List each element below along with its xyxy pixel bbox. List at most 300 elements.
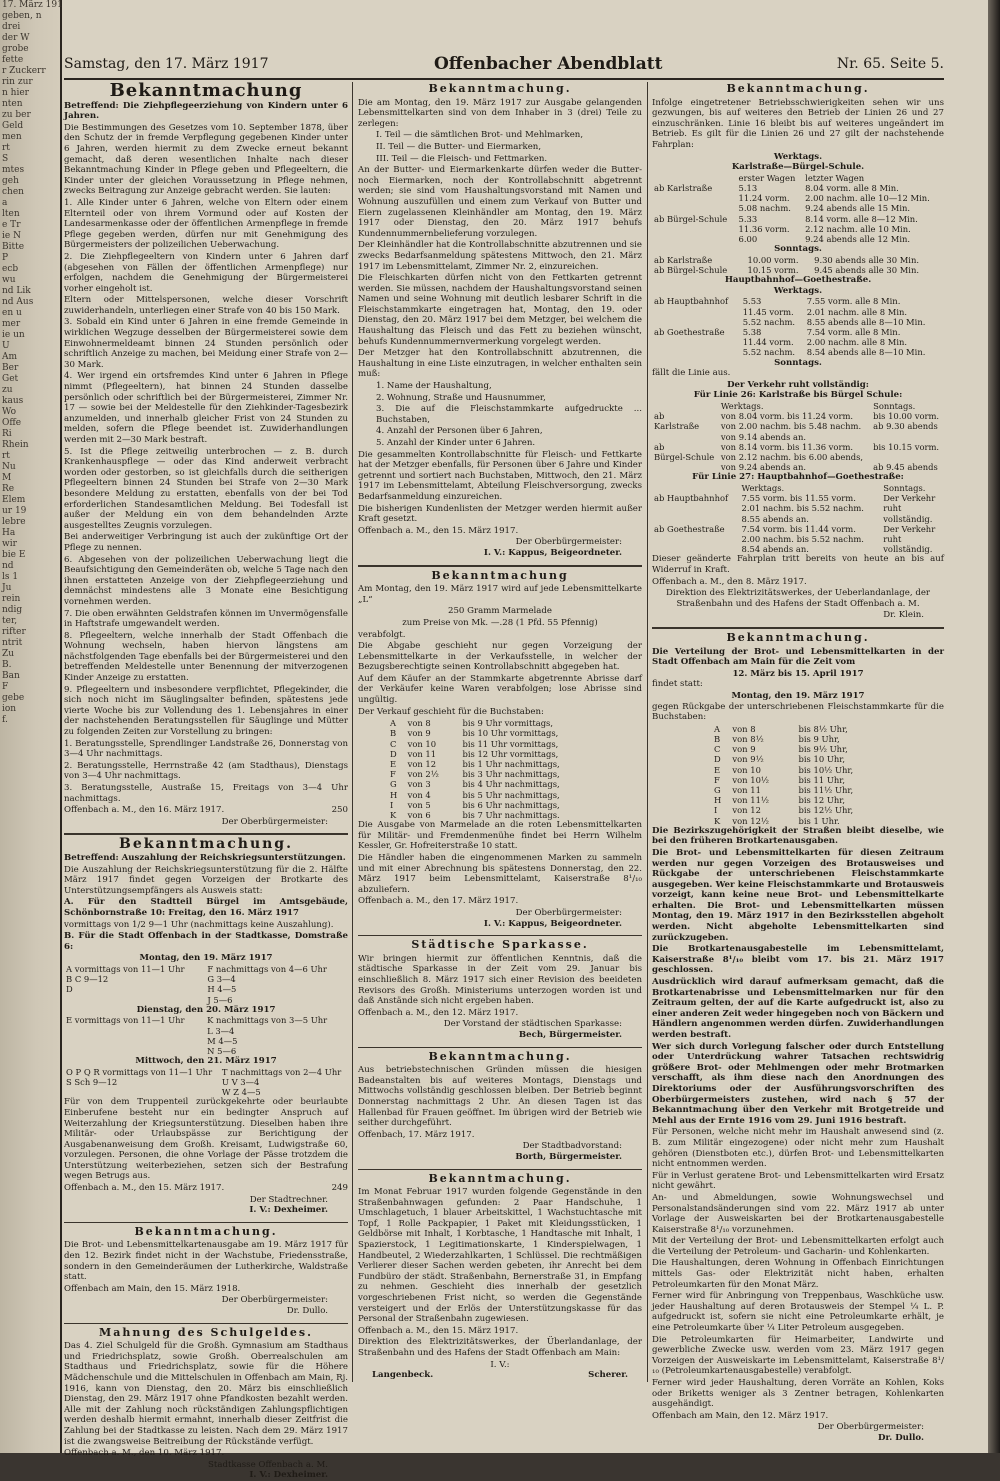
table-cell: 9.24 abends alle 12 Min.	[805, 233, 911, 244]
table-cell: 5.13	[738, 182, 758, 193]
timetable-row	[652, 183, 944, 193]
notice-title: Städtische Sparkasse.	[411, 938, 589, 952]
binding-text-fragment: mtes	[2, 165, 25, 175]
column-rule	[647, 82, 648, 1382]
payment-row	[64, 984, 348, 994]
section-heading: Werktags.	[773, 285, 823, 296]
table-cell: D	[714, 754, 721, 765]
notice-text: Wir bringen hiermit zur öffentlichen Kenntnis, daß die städtische Sparkasse in der Zeit vom 29. Januar bis einschließlich 8. März 1917 sich einer Revision des beeideten Revisors des Großh. Ministeriums unterzogen worden ist und daß Anstände sich nicht ergeben haben.	[358, 953, 642, 1007]
section-heading: Karlstraße—Bürgel-Schule.	[731, 162, 865, 173]
table-cell: ab Goethestraße	[654, 326, 725, 337]
table-cell: ab 9.45 abends	[873, 462, 938, 473]
table-cell	[652, 317, 741, 327]
table-cell: ab Karlstraße	[654, 182, 713, 193]
binding-text-fragment: ie un	[2, 330, 25, 340]
table-cell	[652, 432, 719, 442]
binding-text-fragment: nd	[2, 561, 14, 571]
timetable-row	[652, 317, 944, 327]
table-cell: S Sch 9—12	[66, 1076, 118, 1087]
table-cell: H 4—5	[207, 984, 237, 995]
notice-item: Eltern oder Mittelspersonen, welche dieser Vorschrift zuwiderhandeln, unterliegen einer Strafe von 40 bis 150 Mark.	[64, 295, 348, 316]
binding-text-fragment: rt	[2, 143, 10, 153]
table-cell: bis 10 Uhr,	[798, 754, 846, 765]
notice-lebensmittelkarten	[358, 84, 642, 559]
table-cell: H	[390, 789, 398, 800]
notice-text: Für Personen, welche nicht mehr im Haushalt anwesend sind (z. B. zum Militär eingezogene) oder nicht mehr zum Haushalt gehören (Dienstboten etc.), dürfen Brot- und Lebensmittelkarten nicht entnommen werden.	[652, 1127, 944, 1170]
column-3	[652, 82, 944, 1443]
table-cell	[652, 173, 737, 183]
notice-place-date: Offenbach a. M., den 15. März 1917.	[358, 525, 519, 536]
table-cell: vollständig.	[883, 544, 933, 555]
table-cell: von 6	[407, 810, 431, 821]
table-cell	[652, 503, 740, 513]
table-cell: A vormittags von 11—1 Uhr	[66, 963, 185, 974]
notice-text: Ferner wird jeder Haushaltung, deren Vorräte an Kohlen, Koks oder Briketts weniger als 3 Zentner betragen, Kohlenkarten ausgehändigt.	[652, 1378, 944, 1410]
timetable-row	[652, 452, 944, 462]
table-cell: 8.54 abends an.	[741, 544, 809, 555]
table-cell: ab Bürgel-Schule	[654, 264, 728, 275]
payment-row	[64, 1036, 348, 1046]
notice-text: An der Butter- und Eiermarkenkarte dürfen weder die Butter- noch Eiermarken, noch der Kontrollabschnitt abgetrennt werden; sie sind vom Haushaltungsvorstand mit Namen und Wohnung auszufüllen und einem zum Verkauf von Butter und Eiern zugelassenen Kleinhändler am Montag, den 19. März 1917 oder Dienstag, den 20. März 1917 behufs Kundennummernbelieferung vorzulegen.	[358, 165, 642, 239]
table-cell: von 9	[407, 728, 431, 739]
schedule-row	[712, 795, 892, 805]
binding-text-fragment: geh	[2, 176, 19, 186]
notice-signature-name: I. V.: Kappus, Beigeordneter.	[483, 918, 622, 929]
notice-text: fällt die Linie aus.	[652, 368, 731, 379]
notice-item: II. Teil — die Butter- und Eiermarken,	[376, 141, 542, 152]
table-cell: E	[390, 759, 397, 770]
binding-text-fragment: lten	[2, 209, 20, 219]
header-paper-name: Offenbacher Abendblatt	[434, 54, 663, 74]
notice-item: I. Teil — die sämtlichen Brot- und Mehlmarken,	[376, 130, 584, 141]
binding-text-fragment: 17. März 191	[2, 0, 63, 10]
schedule-row	[388, 800, 618, 810]
table-cell: G 3—4	[207, 974, 236, 985]
table-cell: von 9.24 abends an.	[720, 462, 807, 473]
binding-text-fragment: mer	[2, 319, 21, 329]
table-cell: von 2½	[407, 769, 439, 780]
table-cell: 9.24 abends alle 15 Min.	[805, 203, 911, 214]
notice-title: Bekanntmachung	[431, 568, 569, 582]
table-cell	[64, 1036, 205, 1046]
payment-row	[64, 995, 348, 1005]
notice-text: B. Für die Stadt Offenbach in der Stadtkasse, Domstraße 6:	[64, 931, 348, 952]
timetable-row	[652, 265, 944, 275]
binding-text-fragment: Re	[2, 484, 15, 494]
timetable-line-27	[652, 483, 944, 554]
notice-item: 2. Wohnung, Straße und Hausnummer,	[376, 392, 546, 403]
notice-item: 1. Name der Haushaltung,	[376, 381, 492, 392]
timetable-row	[652, 224, 944, 234]
binding-text-fragment: n hier	[2, 88, 29, 98]
table-cell: bis 3 Uhr nachmittags,	[462, 769, 560, 780]
notice-signature-name: I. V.: Dexheimer.	[249, 1470, 328, 1481]
binding-text-fragment: gebe	[2, 693, 25, 703]
payment-day-heading: Mittwoch, den 21. März 1917	[135, 1056, 277, 1067]
table-cell: D	[390, 748, 397, 759]
timetable-row	[652, 193, 944, 203]
binding-text-fragment: zu	[2, 385, 13, 395]
table-cell: bis 7 Uhr nachmittags.	[462, 810, 560, 821]
table-cell: von 9	[732, 744, 756, 755]
binding-text-fragment: Zu	[2, 649, 15, 659]
binding-text-fragment: rt	[2, 451, 10, 461]
notice-text: Die Brot- und Lebensmittelkarten für diesen Zeitraum werden nur gegen Vorzeigen des Brotausweises und Rückgabe der unterschriebenen Fleischstammkarte ausgegeben. Wer keine Fleischstammkarte und Brotausweis vorzeigt, kann keine neue Brot- und Lebensmittelkarte erhalten. Die Brot- und Lebensmittelkarten müssen Montag, den 19. März 1917 in den Bezirksstellen abgeholt werden. Nicht abgeholte Lebensmittelkarten sind zurückzugeben.	[652, 847, 944, 943]
table-cell: Sonntags.	[883, 482, 926, 493]
timetable-row	[652, 534, 944, 544]
table-cell: T nachmittags von 2—4 Uhr	[221, 1066, 342, 1077]
table-cell: 2.12 nachm. alle 10 Min.	[805, 223, 911, 234]
table-cell: ab Hauptbahnhof	[654, 296, 729, 307]
table-cell: von 12	[732, 805, 761, 816]
table-cell: W Z 4—5	[221, 1087, 261, 1098]
table-cell: Der Verkehr	[883, 523, 936, 534]
page-shadow-edge	[988, 0, 1000, 1453]
notice-signature: Der Oberbürgermeister:	[515, 908, 622, 919]
table-cell: ab Karlstraße	[654, 254, 713, 265]
timetable-row	[652, 421, 944, 431]
binding-text-fragment: r Zuckerr	[2, 66, 46, 76]
timetable-row	[652, 401, 944, 411]
table-cell: bis 9 Uhr,	[798, 733, 840, 744]
notice-signature: Der Stadtrechner.	[249, 1194, 328, 1205]
table-cell: von 8	[732, 723, 756, 734]
binding-text-fragment: men	[2, 132, 22, 142]
section-heading: Werktags.	[773, 151, 823, 162]
notice-signature: Direktion des Elektrizitätswerkes, der Ueberlandanlage, der Straßenbahn und des Hafens der Stadt Offenbach a. M.	[665, 588, 931, 609]
binding-text-fragment: nten	[2, 99, 23, 109]
notice-footer	[64, 1183, 348, 1194]
table-cell: 2.00 nachm. alle 8 Min.	[806, 337, 908, 348]
table-cell: von 11	[732, 784, 761, 795]
timetable-row	[652, 337, 944, 347]
notice-title: Bekanntmachung.	[428, 82, 572, 95]
notice-text: verabfolgt.	[358, 629, 406, 640]
binding-text-fragment: Ban	[2, 671, 20, 681]
table-cell: von 2.00 nachm. bis 5.48 nachm.	[720, 421, 862, 432]
binding-text-fragment: kaus	[2, 396, 24, 406]
notice-subject: Betreffend: Auszahlung der Reichskriegsunterstützungen.	[64, 852, 346, 863]
table-cell: 7.54 vorm. bis 11.44 vorm.	[741, 523, 856, 534]
divider	[64, 833, 348, 835]
notice-title: Bekanntmachung.	[428, 1171, 572, 1185]
table-cell: K	[714, 815, 721, 826]
signature-names	[358, 1370, 642, 1381]
notice-item: Bei anderweitiger Verbringung ist auch der zukünftige Ort der Pflege zu nennen.	[64, 532, 348, 553]
table-cell: von 8.04 vorm. bis 11.24 vorm.	[720, 411, 854, 422]
binding-text-fragment: Ri	[2, 429, 12, 439]
binding-text-fragment: Nu	[2, 462, 16, 472]
divider	[652, 627, 944, 629]
notice-text: Für von dem Truppenteil zurückgekehrte oder beurlaubte Einberufene besteht nur ein bedingter Anspruch auf Weiterzahlung der Kriegsunterstützung. Dieselben haben ihre Militär- oder Urlaubspässe zur Berichtigung der Ausgabenanweisung dem Großh. Kreisamt, Ludwigstraße 60, vorzulegen. Personen, die ohne Vorlage der Pässe trotzdem die Unterstützung weiterbeziehen, setzen sich der Bestrafung wegen Betrugs aus.	[64, 1097, 348, 1182]
notice-fundsachen	[358, 1171, 642, 1381]
table-cell: Werktags.	[741, 482, 785, 493]
table-cell: von 10½	[732, 774, 770, 785]
notice-place-date: Offenbach a. M., den 17. März 1917.	[358, 896, 519, 907]
notice-signature: Der Oberbürgermeister:	[817, 1422, 924, 1433]
table-cell: von 12½	[732, 815, 770, 826]
binding-text-fragment: ecb	[2, 264, 19, 274]
table-cell: bis 9 Uhr vormittags,	[462, 718, 554, 729]
notice-text: Infolge eingetretener Betriebsschwierigkeiten sehen wir uns gezwungen, bis auf weiteres den Betrieb der Linien 26 und 27 einzuschränken. Linie 16 bleibt bis auf weiteres ungeändert im Betrieb. Es gilt für die Linien 26 und 27 gilt der nachstehende Fahrplan:	[652, 97, 944, 150]
table-cell: ab Goethestraße	[654, 523, 725, 534]
table-cell: 9.45 abends alle 30 Min.	[814, 264, 920, 275]
table-cell: G	[390, 779, 397, 790]
notice-badeanstalten	[358, 1049, 642, 1163]
notice-signature: Direktion des Elektrizitätswerkes, der Überlandanlage, der Straßenbahn und des Hafens der Stadt Offenbach am Main:	[358, 1337, 642, 1358]
binding-text-fragment: U	[2, 341, 10, 351]
binding-text-fragment: rein	[2, 594, 21, 604]
notice-title: Bekanntmachung.	[119, 836, 293, 853]
divider	[358, 1169, 642, 1170]
table-cell	[64, 1087, 220, 1097]
binding-text-fragment: B.	[2, 660, 12, 670]
timetable-row	[652, 214, 944, 224]
binding-text-fragment: M	[2, 473, 12, 483]
timetable-karlstrasse	[652, 173, 944, 244]
table-cell: bis 10.15 vorm.	[873, 441, 940, 452]
notice-text: Das 4. Ziel Schulgeld für die Großh. Gymnasium am Stadthaus und Friedrichsplatz, sowie Großh. Oberrealschulen am Stadthaus und Friedrichsplatz, sowie für die Höhere Mädchenschule und die Mittelschulen in Offenbach am Main, Rj. 1916, kann von Dienstag, den 20. März bis einschließlich Dienstag, den 29. März 1917 ohne Pfandkosten bezahlt werden. Alle mit der Zahlung noch rückständigen Zahlungspflichtigen werden deshalb hiermit ermahnt, innerhalb dieser Zeitfrist die Zahlung bei der Stadtkasse zu leisten. Nach dem 29. März 1917 ist die zwangsweise Beitreibung der Rückstände verfügt.	[64, 1341, 348, 1447]
notice-text: Die Ausgabe von Marmelade an die roten Lebensmittelkarten für Militär- und Fremdenmenühe findet bei Herrn Wilhelm Kessler, Gr. Hofreiterstraße 10 statt.	[358, 820, 642, 852]
timetable-row	[652, 347, 944, 357]
timetable-row	[652, 442, 944, 452]
payment-day-heading: Montag, den 19. März 1917	[139, 953, 273, 964]
binding-text-fragment: ie N	[2, 231, 21, 241]
signature-name: Langenbeck.	[372, 1370, 434, 1381]
section-heading: Für Linie 26: Karlstraße bis Bürgel Schule:	[693, 390, 903, 401]
table-cell: 5.08 nachm.	[738, 203, 791, 214]
notice-item: 8. Pflegeeltern, welche innerhalb der Stadt Offenbach die Wohnung wechseln, haben hiervon längstens am nächstfolgenden Tage ebenfalls bei der Bürgermeisterei und den betreffenden Meldestelle unter Benennung der mitverzogenen Kinder Anzeige zu erstatten.	[64, 630, 348, 684]
binding-text-fragment: wu	[2, 275, 16, 285]
schedule-row	[712, 775, 892, 785]
table-cell: 8.14 vorm. alle 8—12 Min.	[805, 213, 918, 224]
binding-text-fragment: Ha	[2, 528, 16, 538]
notice-text: Die Abgabe geschieht nur gegen Vorzeigung der Lebensmittelkarte in der Verkaufsstelle, in welcher der Bezugsberechtigte seinen Kontrollabschnitt abgegeben hat.	[358, 641, 642, 673]
binding-text-fragment: ion	[2, 704, 17, 714]
notice-item: 4. Anzahl der Personen über 6 Jahren,	[376, 426, 543, 437]
schedule-row	[712, 734, 892, 744]
table-cell: K	[390, 810, 397, 821]
table-cell: H	[714, 795, 722, 806]
timetable-line-26	[652, 401, 944, 472]
notice-text: findet statt:	[652, 679, 703, 690]
table-cell	[652, 307, 741, 317]
notice-text: Die Brot- und Lebensmittelkartenausgabe am 19. März 1917 für den 12. Bezirk findet nicht in der Wachstube, Friedensstraße, sondern in den Gemeinderäumen der Lutherkirche, Waldstraße statt.	[64, 1240, 348, 1283]
table-cell	[652, 224, 737, 234]
table-cell: 5.52 nachm.	[742, 316, 796, 327]
schedule-row	[712, 754, 892, 764]
notice-text: Der Metzger hat den Kontrollabschnitt abzutrennen, die Haushaltung in eine Liste einzutragen, in welcher enthalten sein muß:	[358, 348, 642, 380]
table-cell	[652, 203, 737, 213]
notice-text: Im Monat Februar 1917 wurden folgende Gegenstände in den Straßenbahnwagen gefunden: 2 Paar Handschuhe, 1 Umschlagetuch, 1 blauer Arbeitskittel, 1 Wachstuchtasche mit Topf, 1 Rolle Packpapier, 1 Paket mit Kleidungsstücken, 1 Geldbörse mit Inhalt, 1 Korbtasche, 1 Handtasche mit Inhalt, 1 Spazierstock, 1 Legitimationskarte, 1 Kinderspielwagen, 1 Handbeutel, 2 Wiederzahlkarten, 1 Schlüssel. Die rechtmäßigen Verlierer dieser Sachen werden gebeten, ihr Anrecht bei dem Fundbüro der städt. Straßenbahn, Bernerstraße 31, in Empfang zu nehmen. Geschieht dies innerhalb der gesetzlich vorgeschriebenen Frist nicht, so werden die Gegenstände versteigert und der Erlös der Unterstützungskasse für das Personal der Straßenbahn zugewiesen.	[358, 1187, 642, 1325]
notice-title: Bekanntmachung.	[428, 1049, 572, 1063]
divider	[64, 1222, 348, 1223]
table-cell: O P Q R vormittags von 11—1 Uhr	[66, 1066, 213, 1077]
table-cell: 6.00	[738, 233, 758, 244]
notice-title: Bekanntmachung.	[134, 1224, 278, 1238]
table-cell: A	[714, 723, 721, 734]
column-1	[64, 80, 348, 1481]
binding-text-fragment: en u	[2, 308, 22, 318]
binding-text-fragment: Rhein	[2, 440, 29, 450]
payment-row	[64, 1015, 348, 1025]
table-cell: 5.33	[738, 213, 758, 224]
table-cell: bis 5 Uhr nachmittags,	[462, 789, 560, 800]
notice-text: Die Fleischkarten dürfen nicht von den Fettkarten getrennt werden. Sie müssen, nachdem der Haushaltungsvorstand seinen Namen und seine Wohnung mit deutlich lesbarer Schrift in die Fleischstammkarte eingetragen hat, Montag, den 19. oder Dienstag, den 20. März 1917 bei dem Metzger, bei welchem die Haushaltung das Fleisch und das Fett zu beziehen wünscht, behufs Kundennummernvermerkung vorgelegt werden.	[358, 273, 642, 347]
header-page-info: Nr. 65. Seite 5.	[836, 56, 944, 72]
table-cell: bis 11 Uhr vormittags,	[462, 738, 559, 749]
schedule-row	[388, 728, 618, 738]
notice-text: An- und Abmeldungen, sowie Wohnungswechsel und Personalstandsänderungen sind vom 22. März 1917 ab unter Vorlage der Ausweiskarten bei der Brotkartenausgabestelle Kaiserstraße 8¹/₁₀ vorzunehmen.	[652, 1192, 944, 1235]
notice-item: 9. Pflegeeltern und insbesondere verpflichtet, Pflegekinder, die sich noch nicht im Säuglingsalter befinden, spätestens jede vierte Woche bis zur Vollendung des 1. Lebensjahres in einer der nachstehenden Beratungsstellen für Säuglinge und Mütter zu folgenden Zeiten zur Vorstellung zu bringen:	[64, 684, 348, 738]
payment-row	[64, 1067, 348, 1077]
table-cell: 8.55 abends alle 8—10 Min.	[806, 316, 926, 327]
notice-item: 1. Beratungsstelle, Sprendlinger Landstraße 26, Donnerstag von 3—4 Uhr nachmittags.	[64, 738, 348, 760]
table-cell: B	[390, 728, 397, 739]
divider	[358, 1047, 642, 1048]
table-cell: ab Hauptbahnhof	[654, 493, 729, 504]
schedule-row	[388, 769, 618, 779]
column-rule	[352, 82, 353, 1382]
schedule-row	[388, 759, 618, 769]
table-cell: vollständig.	[883, 513, 933, 524]
notice-ziehpflege	[64, 80, 348, 827]
notice-text: Die Verteilung der Brot- und Lebensmittelkarten in der Stadt Offenbach am Main für die Zeit vom	[652, 646, 944, 668]
table-cell: 8.04 vorm. alle 8 Min.	[805, 182, 899, 193]
notice-text: Die Petroleumkarten für Heimarbeiter, Landwirte und gewerbliche Zwecke usw. werden vom 23. März 1917 gegen Vorzeigen der Ausweiskarte im Lebensmittelamt, Kaiserstraße 8¹/₁₀ (Petroleumkartenausgabestelle) verabfolgt.	[652, 1334, 944, 1377]
notice-signature-name: Dr. Dullo.	[286, 1306, 328, 1317]
binding-text-fragment: Geld	[2, 121, 24, 131]
table-cell: von 8½	[732, 733, 764, 744]
binding-text-fragment: drei	[2, 22, 21, 32]
notice-item: 5. Ist die Pflege zeitweilig unterbrochen — z. B. durch Krankenhauspflege — oder das Kind anderweit verbracht worden oder gestorben, so ist gleichfalls durch die seitherigen Pflegeeltern binnen 24 Stunden bei Strafe von 2—30 Mark besondere Meldung zu erstatten, ebenfalls von der bei Tod erforderlichen Standesamtlichen Meldung. Bei Todesfall ist außer der Meldung ein von dem behandelnden Arzte ausgestelltes Zeugnis vorzulegen.	[64, 446, 348, 531]
divider	[358, 565, 642, 567]
binding-text-fragment: geben, n	[2, 11, 42, 21]
table-cell: 10.15 vorm.	[747, 264, 799, 275]
notice-text: Ausdrücklich wird darauf aufmerksam gemacht, daß die Brotkartenabrisse und Lebensmittelmarken nur für den Zeitraum gelten, der auf die Karte aufgedruckt ist, also zu einer anderen Zeit weder hingegeben noch von Bäckern und Händlern angenommen werden dürfen. Zuwiderhandlungen werden bestraft.	[652, 977, 944, 1041]
table-cell: L 3—4	[207, 1025, 235, 1036]
table-cell: von 9½	[732, 754, 764, 765]
binding-text-fragment: ntrit	[2, 638, 23, 648]
notice-text: Die Auszahlung der Reichskriegsunterstützung für die 2. Hälfte März 1917 findet gegen Vorzeigen der Brotkarte des Unterstützungsempfängers als Ausweis statt:	[64, 864, 348, 896]
binding-text-fragment: grobe	[2, 44, 29, 54]
payment-row	[64, 974, 348, 984]
table-cell: M 4—5	[207, 1035, 238, 1046]
timetable-row	[652, 411, 944, 421]
table-cell: 2.01 nachm. bis 5.52 nachm.	[741, 503, 864, 514]
payment-day-table	[64, 964, 348, 1005]
table-cell: I	[714, 805, 718, 816]
schedule-row	[712, 816, 892, 826]
timetable-row	[652, 503, 944, 513]
notice-title: Bekanntmachung.	[726, 630, 870, 644]
notice-text: A. Für den Stadtteil Bürgel im Amtsgebäude, Schönbornstraße 10: Freitag, den 16. März 1917	[64, 897, 348, 918]
section-heading: Hauptbahnhof—Goethestraße.	[724, 275, 872, 286]
table-cell: von 11½	[732, 795, 770, 806]
table-cell: 8.54 abends alle 8—10 Min.	[806, 347, 926, 358]
notice-signature: Der Vorstand der städtischen Sparkasse:	[443, 1019, 622, 1030]
table-cell: von 9.14 abends an.	[720, 431, 807, 442]
notice-item: 7. Die oben erwähnten Geldstrafen können im Unvermögensfalle in Haftstrafe umgewandelt werden.	[64, 608, 348, 630]
notice-item: 3. Die auf die Fleischstammkarte aufgedruckte ... Buchstaben,	[376, 404, 642, 425]
timetable-row	[652, 524, 944, 534]
binding-text-fragment: Ber	[2, 363, 19, 373]
notice-signature: Der Oberbürgermeister:	[221, 1295, 328, 1306]
binding-text-fragment: F	[2, 682, 9, 692]
table-cell	[64, 1046, 205, 1056]
header-date: Samstag, den 17. März 1917	[64, 56, 269, 72]
divider	[358, 935, 642, 936]
binding-text-fragment: Offe	[2, 418, 22, 428]
table-cell	[64, 1026, 205, 1036]
table-cell	[652, 401, 719, 411]
table-cell	[871, 432, 944, 442]
table-cell: 2.01 nachm. alle 8 Min.	[806, 306, 908, 317]
timetable-row	[652, 514, 944, 524]
section-heading: Der Verkehr ruht vollständig:	[727, 379, 869, 390]
table-cell: von 11	[407, 748, 437, 759]
table-cell: bis 10½ Uhr,	[798, 764, 854, 775]
table-cell: von 3	[407, 779, 431, 790]
table-cell: 11.36 vorm.	[738, 223, 790, 234]
notice-text: Der Verkauf geschieht für die Buchstaben:	[358, 706, 544, 717]
letter-schedule	[712, 724, 892, 826]
notice-highlight: zum Preise von Mk. —.28 (1 Pfd. 55 Pfennig)	[402, 617, 598, 628]
notice-schulgeld	[64, 1325, 348, 1481]
notice-text: Mit der Verteilung der Brot- und Lebensmittelkarten erfolgt auch die Verteilung der Petroleum- und Gacharin- und Kohlenkarten.	[652, 1236, 944, 1257]
table-cell: K nachmittags von 3—5 Uhr	[207, 1015, 328, 1026]
table-cell: von 8.14 vorm. bis 11.36 vorm.	[720, 441, 854, 452]
schedule-row	[712, 785, 892, 795]
timetable-row	[652, 296, 944, 306]
table-cell: von 4	[407, 789, 431, 800]
table-cell: von 8	[407, 718, 431, 729]
table-cell	[652, 193, 737, 203]
notice-number: 249	[331, 1183, 348, 1194]
table-cell	[652, 347, 741, 357]
timetable-row	[652, 203, 944, 213]
table-cell: 7.55 vorm. bis 11.55 vorm.	[741, 493, 856, 504]
table-cell: bis 11½ Uhr,	[798, 784, 854, 795]
notice-place-date: Offenbach a. M., den 8. März 1917.	[652, 576, 807, 587]
notice-text: Die am Montag, den 19. März 1917 zur Ausgabe gelangenden Lebensmittelkarten sind von dem Inhaber in 3 (drei) Teile zu zerlegen:	[358, 97, 642, 129]
notice-text: Dieser geänderte Fahrplan tritt bereits von heute an bis auf Widerruf in Kraft.	[652, 554, 944, 575]
letter-schedule	[388, 718, 618, 820]
notice-signature-name: I. V.: Kappus, Beigeordneter.	[483, 547, 622, 558]
notice-title: Bekanntmachung	[109, 80, 303, 101]
table-cell: 8.55 abends an.	[741, 513, 809, 524]
table-cell: von 10	[732, 764, 761, 775]
notice-number: 250	[331, 805, 348, 816]
notice-place-date: Offenbach am Main, den 15. März 1918.	[64, 1283, 241, 1294]
table-cell: 5.52 nachm.	[742, 347, 796, 358]
notice-place-date: Offenbach a. M., den 15. März 1917.	[358, 1325, 519, 1336]
table-cell: Sonntags.	[873, 400, 916, 411]
binding-text-fragment: Am	[2, 352, 18, 362]
table-cell: bis 11 Uhr,	[798, 774, 846, 785]
timetable-row	[652, 234, 944, 244]
payment-row	[64, 1046, 348, 1056]
timetable-row	[652, 255, 944, 265]
binding-text-fragment: nd Aus	[2, 297, 34, 307]
table-cell	[652, 337, 741, 347]
binding-text-fragment: nd Lik	[2, 286, 31, 296]
notice-title: Bekanntmachung.	[726, 82, 870, 95]
notice-kriegsunterstuetzung	[64, 836, 348, 1216]
notice-text: Auf dem Käufer an der Stammkarte abgetrennte Abrisse darf der Verkäufer keine Waren verabfolgen; lose Abrisse sind ungültig.	[358, 673, 642, 706]
notice-fahrplan	[652, 84, 944, 621]
notice-text: Der Kleinhändler hat die Kontrollabschnitte abzutrennen und sie zwecks Bedarfsanmeldung spätestens Mittwoch, den 21. März 1917 im Lebensmittelamt, Zimmer Nr. 2, einzureichen.	[358, 240, 642, 272]
